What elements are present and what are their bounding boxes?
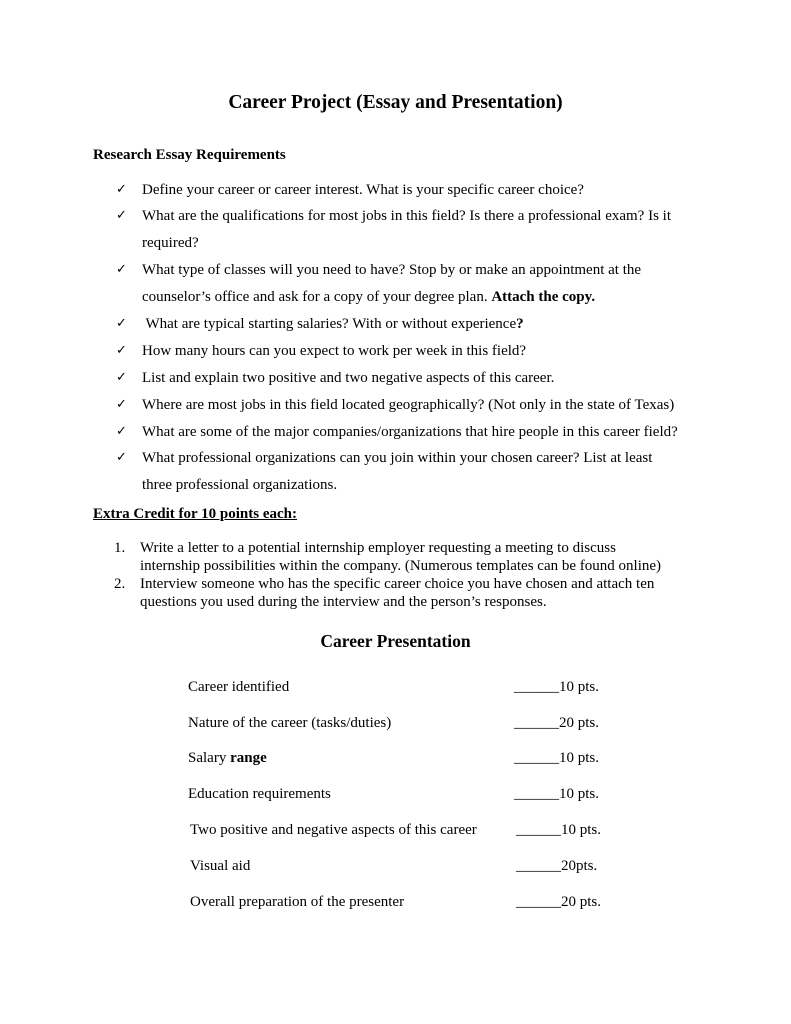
requirement-text: How many hours can you expect to work per week in this field? — [142, 343, 527, 359]
requirement-text: required? — [142, 235, 199, 251]
rubric-row-overall-preparation — [0, 892, 791, 912]
requirement-text: Where are most jobs in this field located geographically? (Not only in the state of Texas) — [142, 397, 675, 413]
checkmark-icon: ✓ — [116, 262, 127, 277]
requirement-text: counselor’s office and ask for a copy of your degree plan. — [142, 289, 492, 305]
rubric-label: Career identified — [188, 679, 290, 695]
rubric-row-salary-range — [0, 748, 791, 768]
rubric-label-emphasis: range — [230, 750, 267, 766]
rubric-label: Visual aid — [190, 858, 251, 874]
rubric-row-positive-negative-aspects — [0, 820, 791, 840]
rubric-label: Education requirements — [188, 786, 331, 802]
requirement-text: What are typical starting salaries? With or without experience — [142, 316, 517, 332]
checkmark-icon: ✓ — [116, 208, 127, 223]
rubric-row-visual-aid — [0, 856, 791, 876]
rubric-points: ______10 pts. — [514, 750, 600, 766]
list-number: 2. — [114, 576, 126, 592]
rubric-points: ______10 pts. — [514, 786, 600, 802]
checkmark-icon: ✓ — [116, 370, 127, 385]
rubric-points: ______10 pts. — [514, 679, 600, 695]
extra-credit-text: internship possibilities within the company. (Numerous templates can be found online) — [140, 558, 662, 574]
checkmark-icon: ✓ — [116, 450, 127, 465]
extra-credit-text: questions you used during the interview and the person’s responses. — [140, 594, 547, 610]
rubric-row-nature-of-career — [0, 713, 791, 733]
rubric-label: Overall preparation of the presenter — [190, 894, 405, 910]
rubric-points: ______20 pts. — [516, 894, 602, 910]
rubric-label: Nature of the career (tasks/duties) — [188, 715, 392, 731]
career-presentation-heading: Career Presentation — [320, 631, 471, 651]
checkmark-icon: ✓ — [116, 343, 127, 358]
rubric-points: ______10 pts. — [516, 822, 602, 838]
checkmark-icon: ✓ — [116, 397, 127, 412]
rubric-label: Salary — [188, 750, 231, 766]
requirement-emphasis: Attach the copy. — [491, 289, 596, 305]
requirement-text: What type of classes will you need to have? Stop by or make an appointment at the — [142, 262, 642, 278]
requirement-text: Define your career or career interest. What is your specific career choice? — [142, 182, 584, 198]
rubric-label: Two positive and negative aspects of this career — [190, 822, 477, 838]
rubric-row-education-requirements — [0, 784, 791, 804]
checkmark-icon: ✓ — [116, 316, 127, 331]
requirement-text: three professional organizations. — [142, 477, 338, 493]
rubric-points: ______20pts. — [516, 858, 598, 874]
document-title: Career Project (Essay and Presentation) — [228, 92, 563, 113]
extra-credit-text: Write a letter to a potential internship employer requesting a meeting to discuss — [140, 540, 616, 556]
requirement-text: What are the qualifications for most jobs in this field? Is there a professional exam? Is it — [142, 208, 672, 224]
requirement-text: What professional organizations can you join within your chosen career? List at least — [142, 450, 653, 466]
requirement-text: What are some of the major companies/organizations that hire people in this career field? — [142, 424, 678, 440]
requirement-text: List and explain two positive and two negative aspects of this career. — [142, 370, 555, 386]
checkmark-icon: ✓ — [116, 424, 127, 439]
rubric-row-career-identified — [0, 677, 791, 697]
extra-credit-heading: Extra Credit for 10 points each: — [93, 506, 298, 522]
essay-requirements-heading: Research Essay Requirements — [93, 147, 286, 163]
extra-credit-text: Interview someone who has the specific career choice you have chosen and attach ten — [140, 576, 655, 592]
requirement-emphasis: ? — [516, 316, 524, 332]
checkmark-icon: ✓ — [116, 182, 127, 197]
rubric-points: ______20 pts. — [514, 715, 600, 731]
list-number: 1. — [114, 540, 126, 556]
